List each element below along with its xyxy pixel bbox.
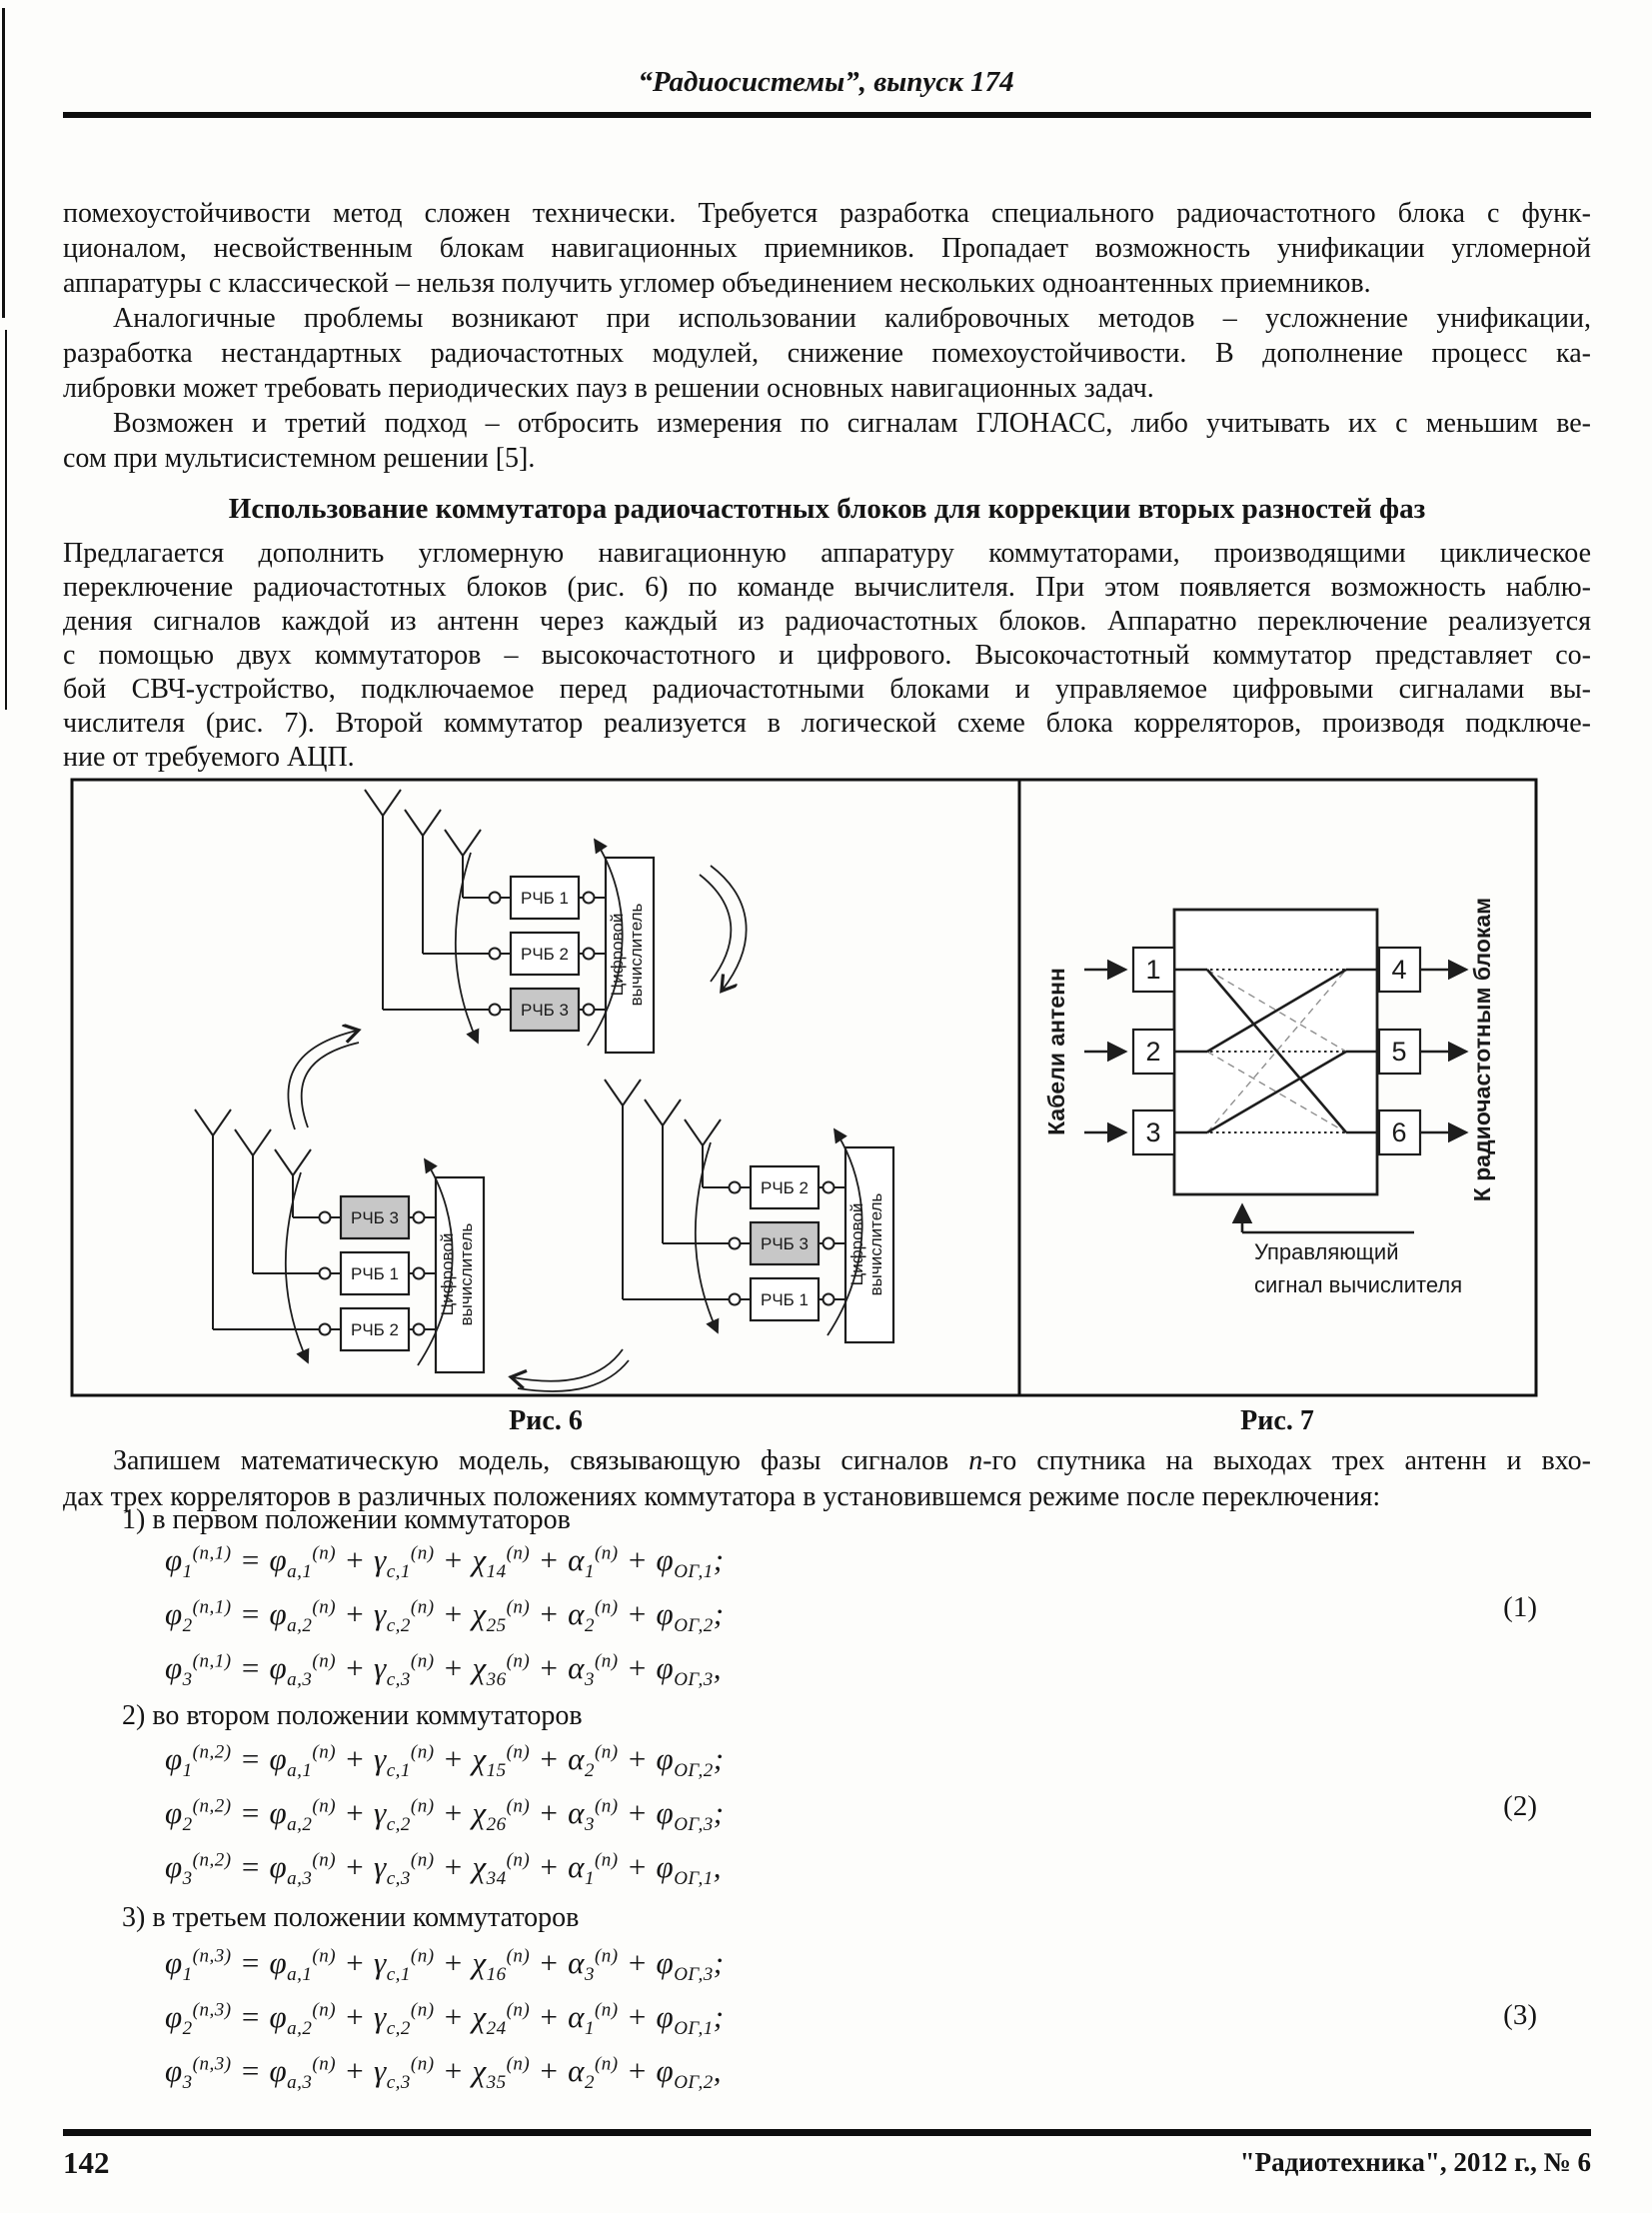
rf-block-label: РЧБ 1	[520, 889, 570, 908]
text-line: с помощью двух коммутаторов – высокочастотного и цифрового. Высокочастотный коммутатор представляет со-	[63, 640, 1591, 671]
connector-node	[490, 893, 501, 904]
text-line: дах трех корреляторов в различных положениях коммутатора в установившемся режиме после переключения:	[63, 1481, 1381, 1512]
equation-line: $\varphi_1^{(n,2)} = \varphi_{a,1}^{(n)} + \gamma_{c,1}^{(n)} + \chi_{15}^{(n)} + \alpha_2^{(n)} + \varphi_{ОГ,2}$;	[165, 1741, 725, 1782]
port-number: 2	[1145, 1037, 1161, 1067]
scan-artifact	[5, 330, 7, 710]
paragraph-1	[63, 196, 1591, 301]
eq-group3-label: 3) в третьем положении коммутаторов	[122, 1902, 580, 1933]
connector-node	[414, 1212, 425, 1223]
footer-page-number: 142	[63, 2145, 110, 2180]
text-line: переключение радиочастотных блоков (рис. 6) по команде вычислителя. При этом появляется возможность наблю-	[63, 572, 1591, 603]
footer-journal-title: "Радиотехника", 2012 г., № 6	[1239, 2147, 1591, 2177]
rf-block-label: РЧБ 1	[350, 1264, 400, 1283]
connector-node	[584, 893, 595, 904]
computer-label: вычислитель	[866, 1192, 885, 1296]
rf-block-label: РЧБ 3	[350, 1208, 400, 1227]
connector-node	[824, 1238, 834, 1249]
paragraph-4	[63, 537, 1591, 775]
text-line: ционалом, несвойственным блокам навигационных приемников. Пропадает возможность унификации угломерной	[63, 233, 1591, 264]
rotation-arrow-bottom	[513, 1349, 629, 1391]
connector-node	[824, 1294, 834, 1305]
antenna-cables-label: Кабели антенн	[1043, 968, 1069, 1135]
text-line: Предлагается дополнить угломерную навигационную аппаратуру коммутаторами, производящими циклическое	[63, 538, 1591, 569]
wire	[834, 1187, 845, 1299]
rf-block-label: РЧБ 3	[760, 1234, 810, 1253]
eq-number-2: (2)	[1503, 1790, 1537, 1822]
rotation-arrow-left	[288, 1031, 359, 1129]
equation-line: $\varphi_3^{(n,3)} = \varphi_{a,3}^{(n)} + \gamma_{c,3}^{(n)} + \chi_{35}^{(n)} + \alpha_2^{(n)} + \varphi_{ОГ,2}$,	[165, 2053, 723, 2094]
to-rf-blocks-label: К радиочастотным блокам	[1469, 897, 1495, 1202]
antenna-icon	[365, 790, 489, 1010]
port-number: 5	[1391, 1037, 1407, 1067]
connector-node	[730, 1294, 741, 1305]
cycle-arrow-down	[286, 1172, 308, 1362]
text-line: помехоустойчивости метод сложен технически. Требуется разработка специального радиочастотного блока с функ-	[63, 198, 1591, 229]
wire	[595, 898, 606, 1010]
text-line: Запишем математическую модель, связывающую фазы сигналов n-го спутника на выходах трех антенн и вхо-	[113, 1445, 1592, 1476]
equation-line: $\varphi_2^{(n,3)} = \varphi_{a,2}^{(n)} + \gamma_{c,2}^{(n)} + \chi_{24}^{(n)} + \alpha_1^{(n)} + \varphi_{ОГ,1}$;	[165, 1999, 725, 2040]
antenna-icon	[195, 1109, 319, 1329]
text-line: разработка нестандартных радиочастотных модулей, снижение помехоустойчивости. В дополнение процесс ка-	[63, 338, 1591, 369]
connector-node	[320, 1324, 331, 1335]
text-line: либровки может требовать периодических пауз в решении основных навигационных задач.	[63, 373, 1154, 404]
text-line: ние от требуемого АЦП.	[63, 742, 355, 773]
connector-node	[730, 1238, 741, 1249]
section-heading: Использование коммутатора радиочастотных блоков для коррекции вторых разностей фаз	[228, 493, 1426, 525]
equation-line: $\varphi_3^{(n,2)} = \varphi_{a,3}^{(n)} + \gamma_{c,3}^{(n)} + \chi_{34}^{(n)} + \alpha_1^{(n)} + \varphi_{ОГ,1}$,	[165, 1849, 723, 1890]
text-line: сом при мультисистемном решении [5].	[63, 443, 536, 474]
figure-panel	[63, 778, 1552, 1402]
fig6-diagram-bottom-left	[195, 1109, 484, 1372]
wire	[741, 1187, 751, 1299]
rotation-arrow-right	[700, 866, 747, 990]
rf-block-label: РЧБ 1	[760, 1290, 810, 1309]
wire	[501, 898, 511, 1010]
text-line: аппаратуры с классической – нельзя получить угломер объединением нескольких одноантенных приемников.	[63, 268, 1371, 299]
computer-label: вычислитель	[627, 903, 646, 1007]
computer-label: Цифровой	[608, 913, 627, 997]
rf-block-label: РЧБ 3	[520, 1001, 570, 1020]
computer-label: вычислитель	[457, 1222, 476, 1326]
connector-node	[320, 1268, 331, 1279]
computer-label: Цифровой	[847, 1202, 866, 1286]
footer-rule	[63, 2129, 1591, 2136]
connector-node	[584, 1005, 595, 1016]
scan-artifact	[2, 8, 5, 318]
paragraph-3	[63, 406, 1591, 476]
connector-node	[490, 1005, 501, 1016]
fig6-diagram-top	[365, 790, 654, 1053]
wire	[331, 1217, 341, 1329]
connector-node	[320, 1212, 331, 1223]
port-number: 6	[1391, 1117, 1407, 1147]
equation-line: $\varphi_2^{(n,2)} = \varphi_{a,2}^{(n)} + \gamma_{c,2}^{(n)} + \chi_{26}^{(n)} + \alpha_3^{(n)} + \varphi_{ОГ,3}$;	[165, 1795, 725, 1836]
computer-label: Цифровой	[438, 1232, 457, 1316]
equation-line: $\varphi_1^{(n,1)} = \varphi_{a,1}^{(n)} + \gamma_{c,1}^{(n)} + \chi_{14}^{(n)} + \alpha_1^{(n)} + \varphi_{ОГ,1}$;	[165, 1542, 725, 1583]
paragraph-2	[63, 301, 1591, 406]
fig6-caption: Рис. 6	[509, 1405, 583, 1436]
control-signal-label: сигнал вычислителя	[1254, 1272, 1463, 1297]
connector-node	[414, 1268, 425, 1279]
control-signal-line	[1242, 1205, 1414, 1232]
text-line: числителя (рис. 7). Второй коммутатор реализуется в логической схеме блока корреляторов, производя подключе-	[63, 708, 1591, 739]
control-signal-label: Управляющий	[1254, 1239, 1399, 1264]
eq-number-1: (1)	[1503, 1591, 1537, 1623]
text-line: бой СВЧ-устройство, подключаемое перед радиочастотными блоками и управляемое цифровыми сигналами вы-	[63, 674, 1591, 705]
port-number: 1	[1145, 955, 1161, 985]
text-line: Возможен и третий подход – отбросить измерения по сигналам ГЛОНАСС, либо учитывать их с меньшим ве-	[113, 408, 1591, 439]
journal-header: “Радиосистемы”, выпуск 174	[638, 66, 1014, 98]
connector-node	[414, 1324, 425, 1335]
equation-line: $\varphi_3^{(n,1)} = \varphi_{a,3}^{(n)} + \gamma_{c,3}^{(n)} + \chi_{36}^{(n)} + \alpha_3^{(n)} + \varphi_{ОГ,3}$,	[165, 1650, 723, 1691]
cycle-arrow-down	[456, 853, 478, 1043]
fig7-switch-matrix	[1043, 898, 1495, 1297]
cycle-arrow-down	[696, 1142, 718, 1332]
eq-number-3: (3)	[1503, 1999, 1537, 2031]
equation-line: $\varphi_1^{(n,3)} = \varphi_{a,1}^{(n)} + \gamma_{c,1}^{(n)} + \chi_{16}^{(n)} + \alpha_3^{(n)} + \varphi_{ОГ,3}$;	[165, 1945, 725, 1986]
connector-node	[824, 1182, 834, 1193]
connector-node	[730, 1182, 741, 1193]
eq-group1-label: 1) в первом положении коммутаторов	[122, 1504, 571, 1535]
antenna-icon	[605, 1080, 729, 1299]
text-line: Аналогичные проблемы возникают при использовании калибровочных методов – усложнение унификации,	[113, 303, 1591, 334]
rf-block-label: РЧБ 2	[760, 1178, 810, 1197]
connector-node	[490, 949, 501, 960]
rf-block-label: РЧБ 2	[350, 1320, 400, 1339]
rf-block-label: РЧБ 2	[520, 945, 570, 964]
eq-group2-label: 2) во втором положении коммутаторов	[122, 1700, 583, 1731]
wire	[425, 1217, 436, 1329]
port-number: 3	[1145, 1117, 1161, 1147]
header-rule	[63, 112, 1591, 118]
port-number: 4	[1391, 955, 1407, 985]
text-line: дения сигналов каждой из антенн через каждый из радиочастотных блоков. Аппаратно переключение реализуется	[63, 606, 1591, 637]
fig7-caption: Рис. 7	[1240, 1405, 1314, 1436]
equation-line: $\varphi_2^{(n,1)} = \varphi_{a,2}^{(n)} + \gamma_{c,2}^{(n)} + \chi_{25}^{(n)} + \alpha_2^{(n)} + \varphi_{ОГ,2}$;	[165, 1596, 725, 1637]
connector-node	[584, 949, 595, 960]
fig6-diagram-bottom-right	[605, 1080, 893, 1342]
